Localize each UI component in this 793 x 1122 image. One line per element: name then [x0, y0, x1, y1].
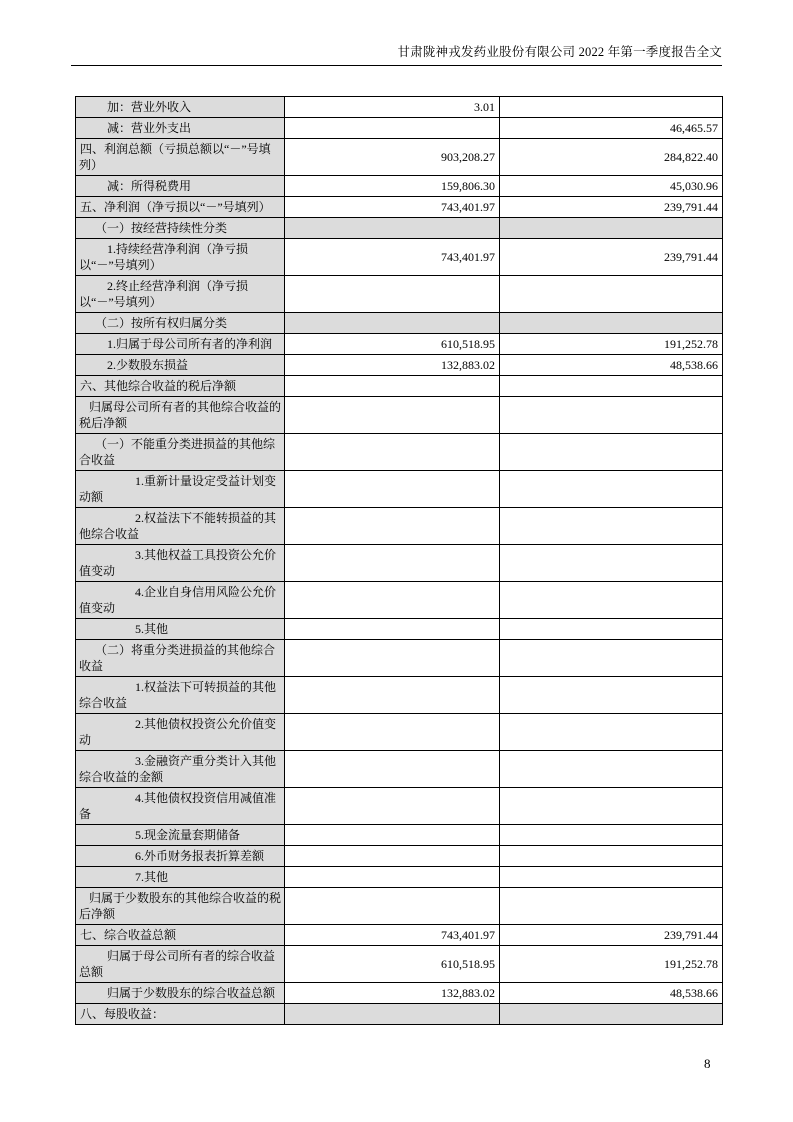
- row-label: 六、其他综合收益的税后净额: [76, 376, 285, 397]
- row-value-current: [285, 888, 500, 925]
- row-value-current: 159,806.30: [285, 176, 500, 197]
- table-row: [76, 508, 723, 545]
- row-label: 七、综合收益总额: [76, 925, 285, 946]
- table-row: [76, 471, 723, 508]
- row-value-current: 3.01: [285, 97, 500, 118]
- table-row: [76, 197, 723, 218]
- row-value-prior: [500, 276, 723, 313]
- row-label: 归属母公司所有者的其他综合收益的税后净额: [76, 397, 285, 434]
- row-value-current: 743,401.97: [285, 197, 500, 218]
- row-label: 7.其他: [76, 867, 285, 888]
- row-value-current: 903,208.27: [285, 139, 500, 176]
- table-row: [76, 239, 723, 276]
- header-divider: [71, 65, 722, 66]
- row-value-prior: 48,538.66: [500, 355, 723, 376]
- table-row: [76, 888, 723, 925]
- row-value-current: [285, 751, 500, 788]
- table-row: [76, 788, 723, 825]
- row-value-current: 610,518.95: [285, 334, 500, 355]
- row-value-current: 610,518.95: [285, 946, 500, 983]
- row-value-prior: [500, 376, 723, 397]
- row-value-current: 132,883.02: [285, 983, 500, 1004]
- row-value-prior: 45,030.96: [500, 176, 723, 197]
- row-label: （二）按所有权归属分类: [76, 313, 285, 334]
- row-label: 加：营业外收入: [76, 97, 285, 118]
- row-value-current: [285, 640, 500, 677]
- row-label: 2.终止经营净利润（净亏损以“－”号填列）: [76, 276, 285, 313]
- row-value-current: [285, 846, 500, 867]
- row-value-prior: 46,465.57: [500, 118, 723, 139]
- table-row: [76, 714, 723, 751]
- table-body: [76, 97, 723, 1025]
- row-value-prior: [500, 582, 723, 619]
- table-row: [76, 946, 723, 983]
- table-row: [76, 118, 723, 139]
- row-value-current: [285, 276, 500, 313]
- table-row: [76, 376, 723, 397]
- table-row: [76, 846, 723, 867]
- row-value-current: [285, 471, 500, 508]
- row-label: 6.外币财务报表折算差额: [76, 846, 285, 867]
- table-row: [76, 276, 723, 313]
- row-value-prior: [500, 714, 723, 751]
- income-statement-table: [75, 96, 723, 1025]
- row-value-prior: [500, 545, 723, 582]
- table-row: [76, 334, 723, 355]
- row-value-prior: [500, 397, 723, 434]
- table-row: [76, 355, 723, 376]
- row-value-current: [285, 788, 500, 825]
- row-value-current: 743,401.97: [285, 925, 500, 946]
- row-value-current: [285, 313, 500, 334]
- row-value-prior: 239,791.44: [500, 197, 723, 218]
- row-value-prior: [500, 471, 723, 508]
- row-label: 3.金融资产重分类计入其他综合收益的金额: [76, 751, 285, 788]
- table-row: [76, 825, 723, 846]
- row-value-current: [285, 867, 500, 888]
- row-label: 减：营业外支出: [76, 118, 285, 139]
- row-value-prior: [500, 888, 723, 925]
- row-label: 八、每股收益：: [76, 1004, 285, 1025]
- row-value-prior: 239,791.44: [500, 239, 723, 276]
- table-row: [76, 925, 723, 946]
- row-value-current: [285, 545, 500, 582]
- row-value-prior: [500, 751, 723, 788]
- table-row: [76, 313, 723, 334]
- row-label: 3.其他权益工具投资公允价值变动: [76, 545, 285, 582]
- row-value-current: [285, 825, 500, 846]
- row-label: 1.持续经营净利润（净亏损以“－”号填列）: [76, 239, 285, 276]
- report-header-title: 甘肃陇神戎发药业股份有限公司 2022 年第一季度报告全文: [397, 45, 722, 59]
- table-row: [76, 545, 723, 582]
- row-value-current: 132,883.02: [285, 355, 500, 376]
- row-value-current: [285, 218, 500, 239]
- row-value-prior: 48,538.66: [500, 983, 723, 1004]
- table-row: [76, 582, 723, 619]
- row-label: 5.现金流量套期储备: [76, 825, 285, 846]
- row-label: 四、利润总额（亏损总额以“－”号填列）: [76, 139, 285, 176]
- row-value-prior: [500, 97, 723, 118]
- row-label: 4.企业自身信用风险公允价值变动: [76, 582, 285, 619]
- table-row: [76, 397, 723, 434]
- table-row: [76, 677, 723, 714]
- row-value-prior: [500, 508, 723, 545]
- table-row: [76, 640, 723, 677]
- row-value-current: [285, 434, 500, 471]
- row-value-current: [285, 677, 500, 714]
- row-value-current: [285, 397, 500, 434]
- row-value-prior: [500, 677, 723, 714]
- row-label: 2.权益法下不能转损益的其他综合收益: [76, 508, 285, 545]
- row-value-prior: [500, 867, 723, 888]
- row-value-current: [285, 582, 500, 619]
- row-value-current: [285, 376, 500, 397]
- row-label: 归属于少数股东的综合收益总额: [76, 983, 285, 1004]
- table-row: [76, 434, 723, 471]
- row-value-prior: [500, 788, 723, 825]
- row-value-prior: [500, 825, 723, 846]
- row-value-prior: [500, 640, 723, 677]
- row-label: 五、净利润（净亏损以“－”号填列）: [76, 197, 285, 218]
- row-value-current: [285, 118, 500, 139]
- row-label: 归属于母公司所有者的综合收益总额: [76, 946, 285, 983]
- row-label: 1.归属于母公司所有者的净利润: [76, 334, 285, 355]
- table-row: [76, 97, 723, 118]
- row-label: 1.权益法下可转损益的其他综合收益: [76, 677, 285, 714]
- table-row: [76, 751, 723, 788]
- row-value-current: [285, 508, 500, 545]
- row-value-prior: [500, 218, 723, 239]
- row-value-prior: [500, 619, 723, 640]
- table-row: [76, 983, 723, 1004]
- row-value-current: [285, 1004, 500, 1025]
- row-label: 1.重新计量设定受益计划变动额: [76, 471, 285, 508]
- row-label: 减：所得税费用: [76, 176, 285, 197]
- row-value-current: [285, 619, 500, 640]
- row-value-prior: [500, 1004, 723, 1025]
- row-value-prior: 191,252.78: [500, 334, 723, 355]
- row-label: 2.其他债权投资公允价值变动: [76, 714, 285, 751]
- row-value-prior: [500, 434, 723, 471]
- table-row: [76, 619, 723, 640]
- row-label: （一）不能重分类进损益的其他综合收益: [76, 434, 285, 471]
- row-label: 归属于少数股东的其他综合收益的税后净额: [76, 888, 285, 925]
- row-label: （二）将重分类进损益的其他综合收益: [76, 640, 285, 677]
- row-label: 2.少数股东损益: [76, 355, 285, 376]
- row-value-prior: [500, 846, 723, 867]
- row-value-prior: [500, 313, 723, 334]
- row-value-prior: 239,791.44: [500, 925, 723, 946]
- table-row: [76, 218, 723, 239]
- table-row: [76, 867, 723, 888]
- row-value-current: 743,401.97: [285, 239, 500, 276]
- page-number: 8: [704, 1056, 711, 1071]
- row-value-current: [285, 714, 500, 751]
- row-value-prior: 191,252.78: [500, 946, 723, 983]
- row-label: 5.其他: [76, 619, 285, 640]
- table-row: [76, 139, 723, 176]
- row-label: （一）按经营持续性分类: [76, 218, 285, 239]
- table-row: [76, 1004, 723, 1025]
- row-label: 4.其他债权投资信用减值准备: [76, 788, 285, 825]
- table-row: [76, 176, 723, 197]
- row-value-prior: 284,822.40: [500, 139, 723, 176]
